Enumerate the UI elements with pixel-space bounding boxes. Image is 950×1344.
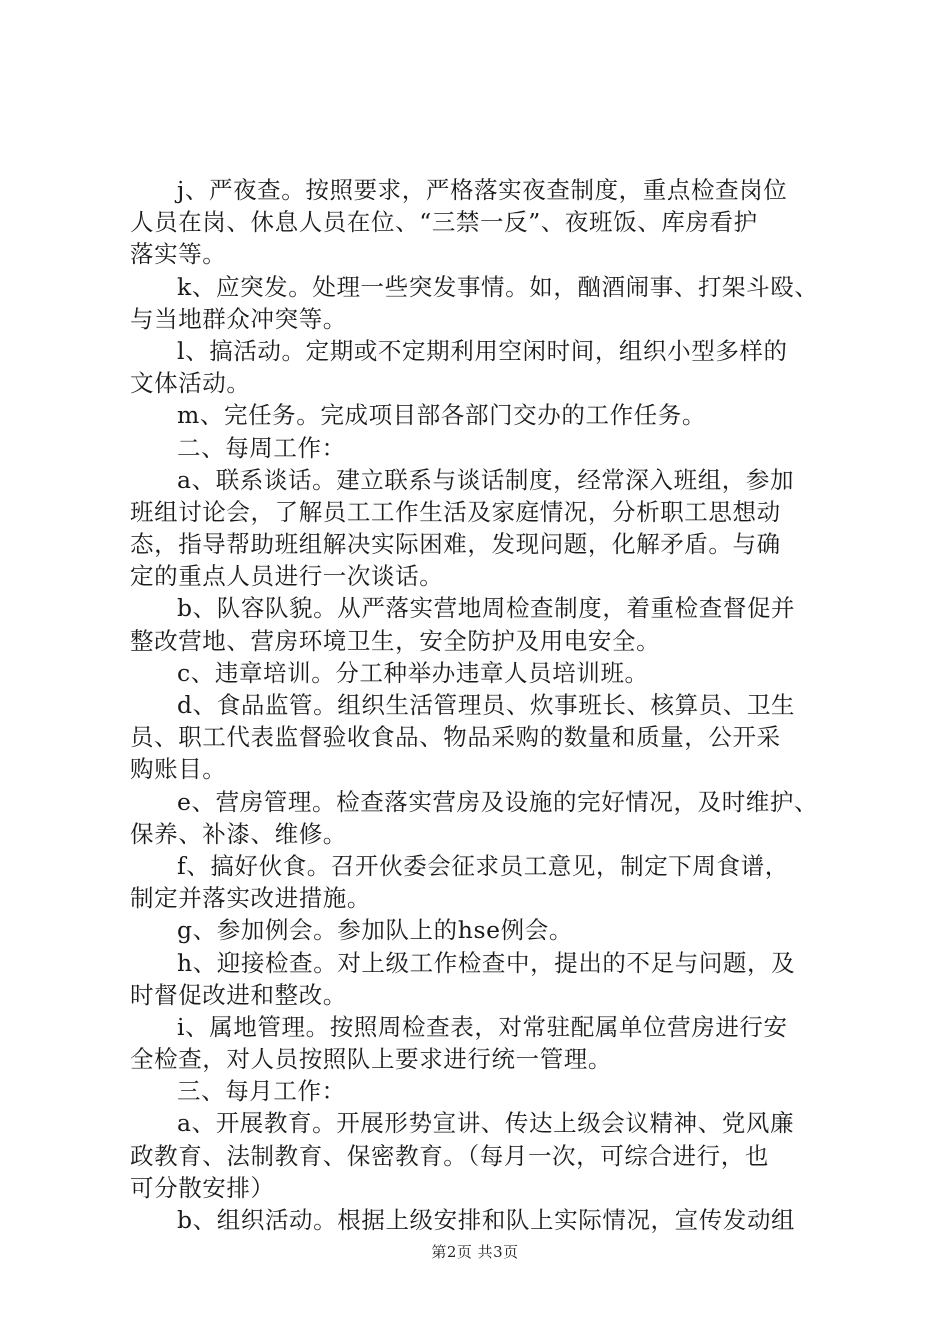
text-line: 可分散安排）: [130, 1173, 275, 1202]
text-line: 文体活动。: [130, 369, 251, 398]
text-line: c、违章培训。分工种举办违章人员培训班。: [177, 658, 649, 687]
text-line: b、组织活动。根据上级安排和队上实际情况，宣传发动组: [177, 1206, 796, 1234]
text-line: m、完任务。完成项目部各部门交办的工作任务。: [177, 401, 706, 430]
text-line: f、搞好伙食。召开伙委会征求员工意见，制定下周食谱，: [177, 851, 789, 880]
text-line: 态，指导帮助班组解决实际困难，发现问题，化解矛盾。与确: [130, 530, 781, 559]
text-line: l、搞活动。定期或不定期利用空闲时间，组织小型多样的: [177, 336, 788, 365]
text-line: 人员在岗、休息人员在位、“三禁一反”、夜班饭、库房看护: [130, 208, 758, 237]
text-line: h、迎接检查。对上级工作检查中，提出的不足与问题，及: [177, 948, 796, 977]
text-line: 购账目。: [130, 755, 227, 784]
page-footer: 第2页 共3页: [431, 1243, 519, 1261]
text-line: 二、每周工作：: [177, 433, 346, 462]
text-line: 与当地群众冲突等。: [130, 304, 347, 333]
text-line: 定的重点人员进行一次谈话。: [130, 562, 444, 591]
text-line: i、属地管理。按照周检查表，对常驻配属单位营房进行安: [177, 1012, 788, 1041]
text-line: 时督促改进和整改。: [130, 980, 347, 1009]
text-line: g、参加例会。参加队上的hse例会。: [177, 916, 573, 945]
text-line: a、联系谈话。建立联系与谈话制度，经常深入班组，参加: [177, 465, 795, 494]
text-line: k、应突发。处理一些突发事情。如，酗酒闹事、打架斗殴、: [177, 272, 819, 301]
text-line: 员、职工代表监督验收食品、物品采购的数量和质量，公开采: [130, 723, 781, 752]
text-line: 整改营地、营房环境卫生，安全防护及用电安全。: [130, 626, 661, 655]
text-line: 班组讨论会，了解员工工作生活及家庭情况，分析职工思想动: [130, 497, 781, 526]
text-line: 保养、补漆、维修。: [130, 819, 347, 848]
text-line: d、食品监管。组织生活管理员、炊事班长、核算员、卫生: [177, 691, 796, 719]
text-line: j、严夜查。按照要求，严格落实夜查制度，重点检查岗位: [177, 176, 788, 204]
text-line: 全检查，对人员按照队上要求进行统一管理。: [130, 1045, 612, 1074]
text-line: a、开展教育。开展形势宣讲、传达上级会议精神、党风廉: [177, 1109, 795, 1138]
text-line: e、营房管理。检查落实营房及设施的完好情况，及时维护、: [177, 787, 819, 816]
text-line: 落实等。: [130, 240, 227, 269]
body-text: [130, 174, 850, 1236]
text-line: 三、每月工作：: [177, 1077, 346, 1106]
text-line: 制定并落实改进措施。: [130, 884, 371, 913]
text-line: b、队容队貌。从严落实营地周检查制度，着重检查督促并: [177, 594, 796, 623]
text-line: 政教育、法制教育、保密教育。（每月一次，可综合进行，也: [130, 1141, 769, 1170]
